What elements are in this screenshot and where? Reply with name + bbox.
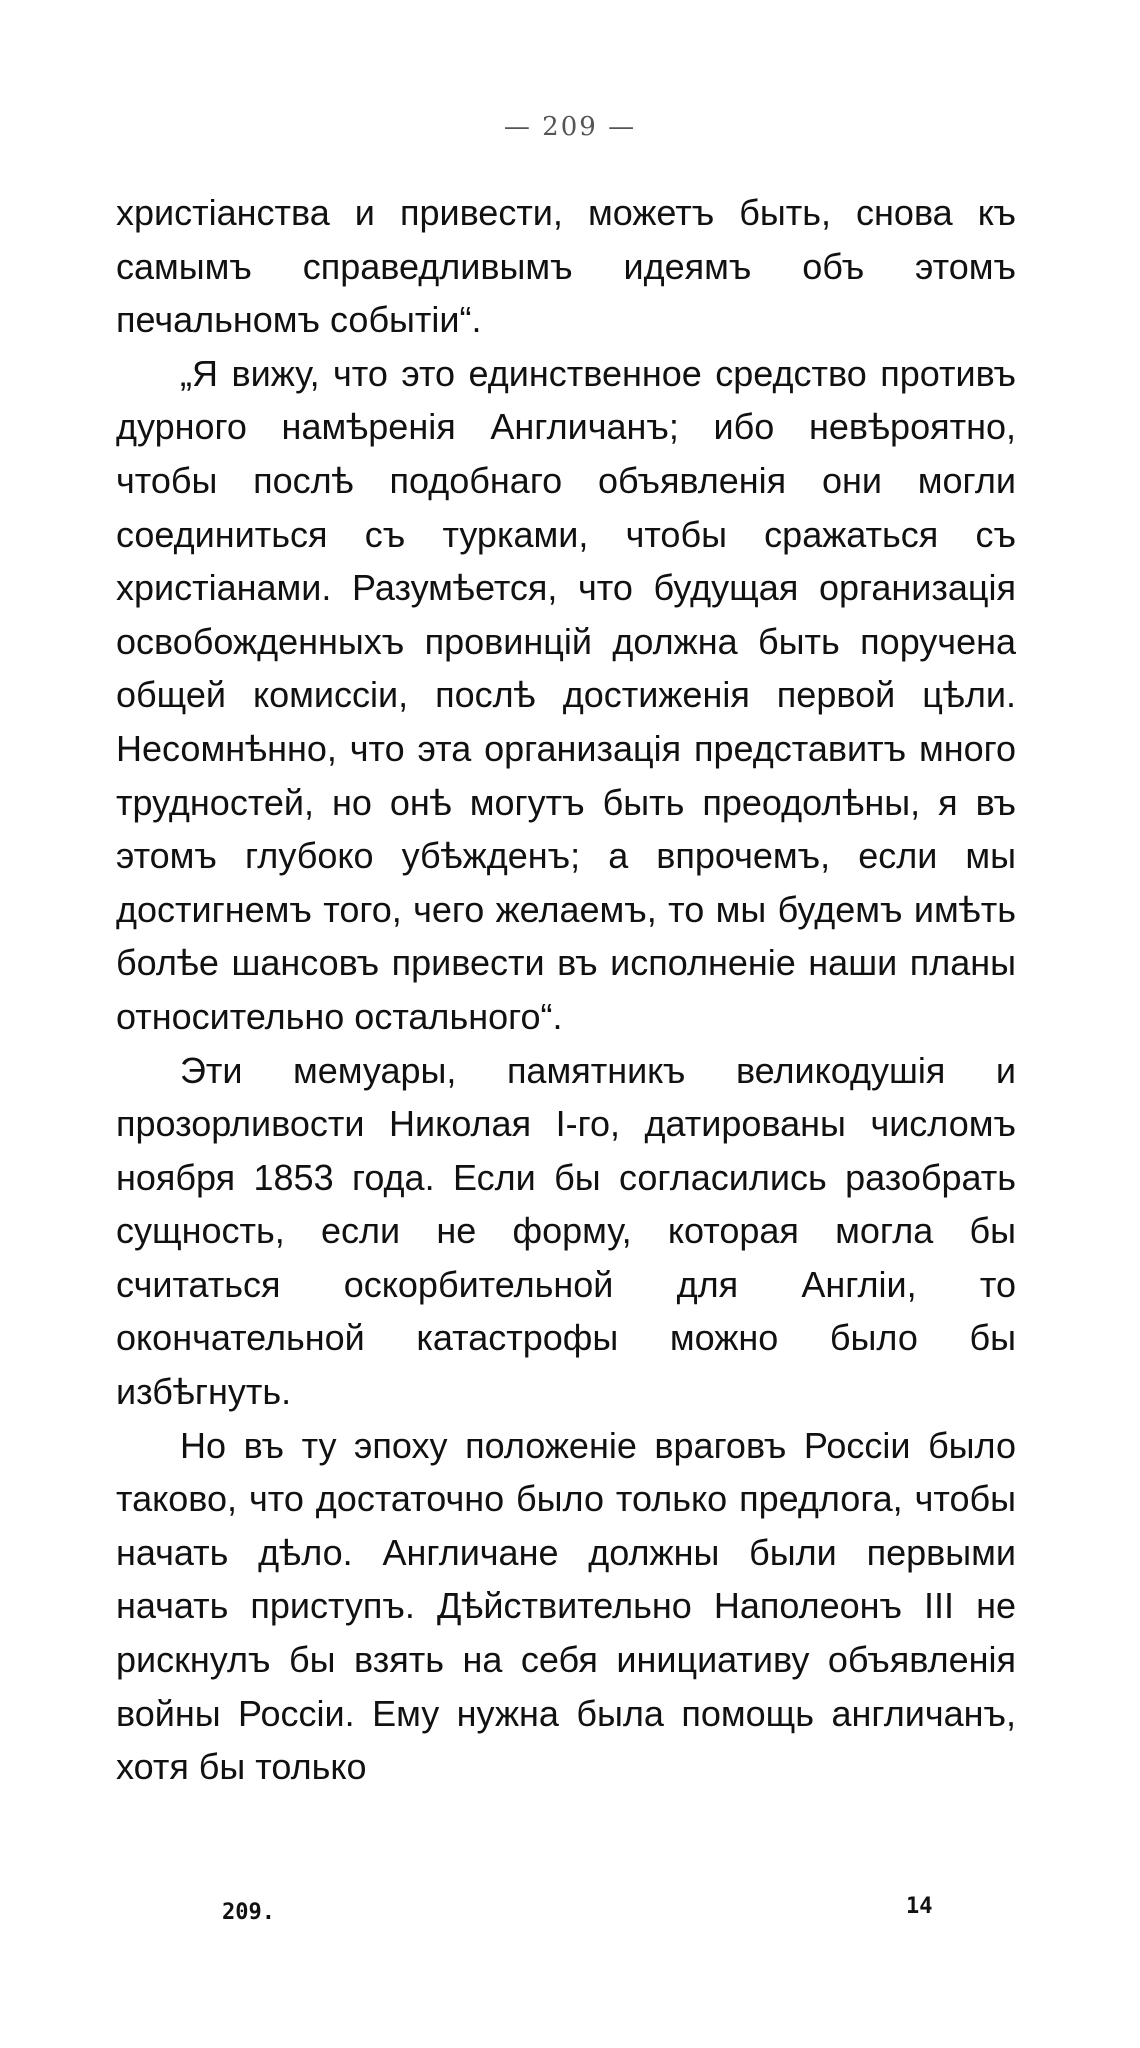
signature-mark-left: 209. bbox=[222, 1900, 275, 1925]
signature-mark-right: 14 bbox=[906, 1894, 933, 1919]
paragraph-continuation: христіанства и привести, можетъ быть, снова къ самымъ справедливымъ идеямъ объ этомъ печальномъ событіи“. bbox=[116, 192, 1016, 341]
paragraph-epoch: Но въ ту эпоху положеніе враговъ Россіи было таково, что достаточно было только предлога, чтобы начать дѣло. Англичане должны были первыми начать приступъ. Дѣйствительно Наполеонъ III не рискнулъ бы взять на себя инициативу объявленія войны Россіи. Ему нужна была помощь англичанъ, хотя бы только bbox=[116, 1424, 1016, 1788]
paragraph-quote: „Я вижу, что это единственное средство противъ дурного намѣренія Англичанъ; ибо невѣроятно, чтобы послѣ подобнаго объявленія они могли соединиться съ турками, чтобы сражаться съ христіанами. Разумѣется, что будущая организація освобожденныхъ провинцій должна быть поручена общей комиссіи, послѣ достиженія первой цѣли. Несомнѣнно, что эта организація представитъ много трудностей, но онѣ могутъ быть преодолѣны, я въ этомъ глубоко убѣжденъ; а впрочемъ, если мы достигнемъ того, чего желаемъ, то мы будемъ имѣть болѣе шансовъ привести въ исполненіе наши планы относительно остального“. bbox=[116, 352, 1016, 1037]
page-body-text bbox=[116, 186, 1016, 1794]
page-number-header: — 209 — bbox=[503, 112, 637, 142]
printer-signature-footer bbox=[0, 1894, 1140, 1940]
paragraph-memoirs: Эти мемуары, памятникъ великодушія и прозорливости Николая I-го, датированы числомъ ноября 1853 года. Если бы согласились разобрать сущность, если не форму, которая могла бы считаться оскорбительной для Англіи, то окончательной катастрофы можно было бы избѣгнуть. bbox=[116, 1049, 1016, 1413]
